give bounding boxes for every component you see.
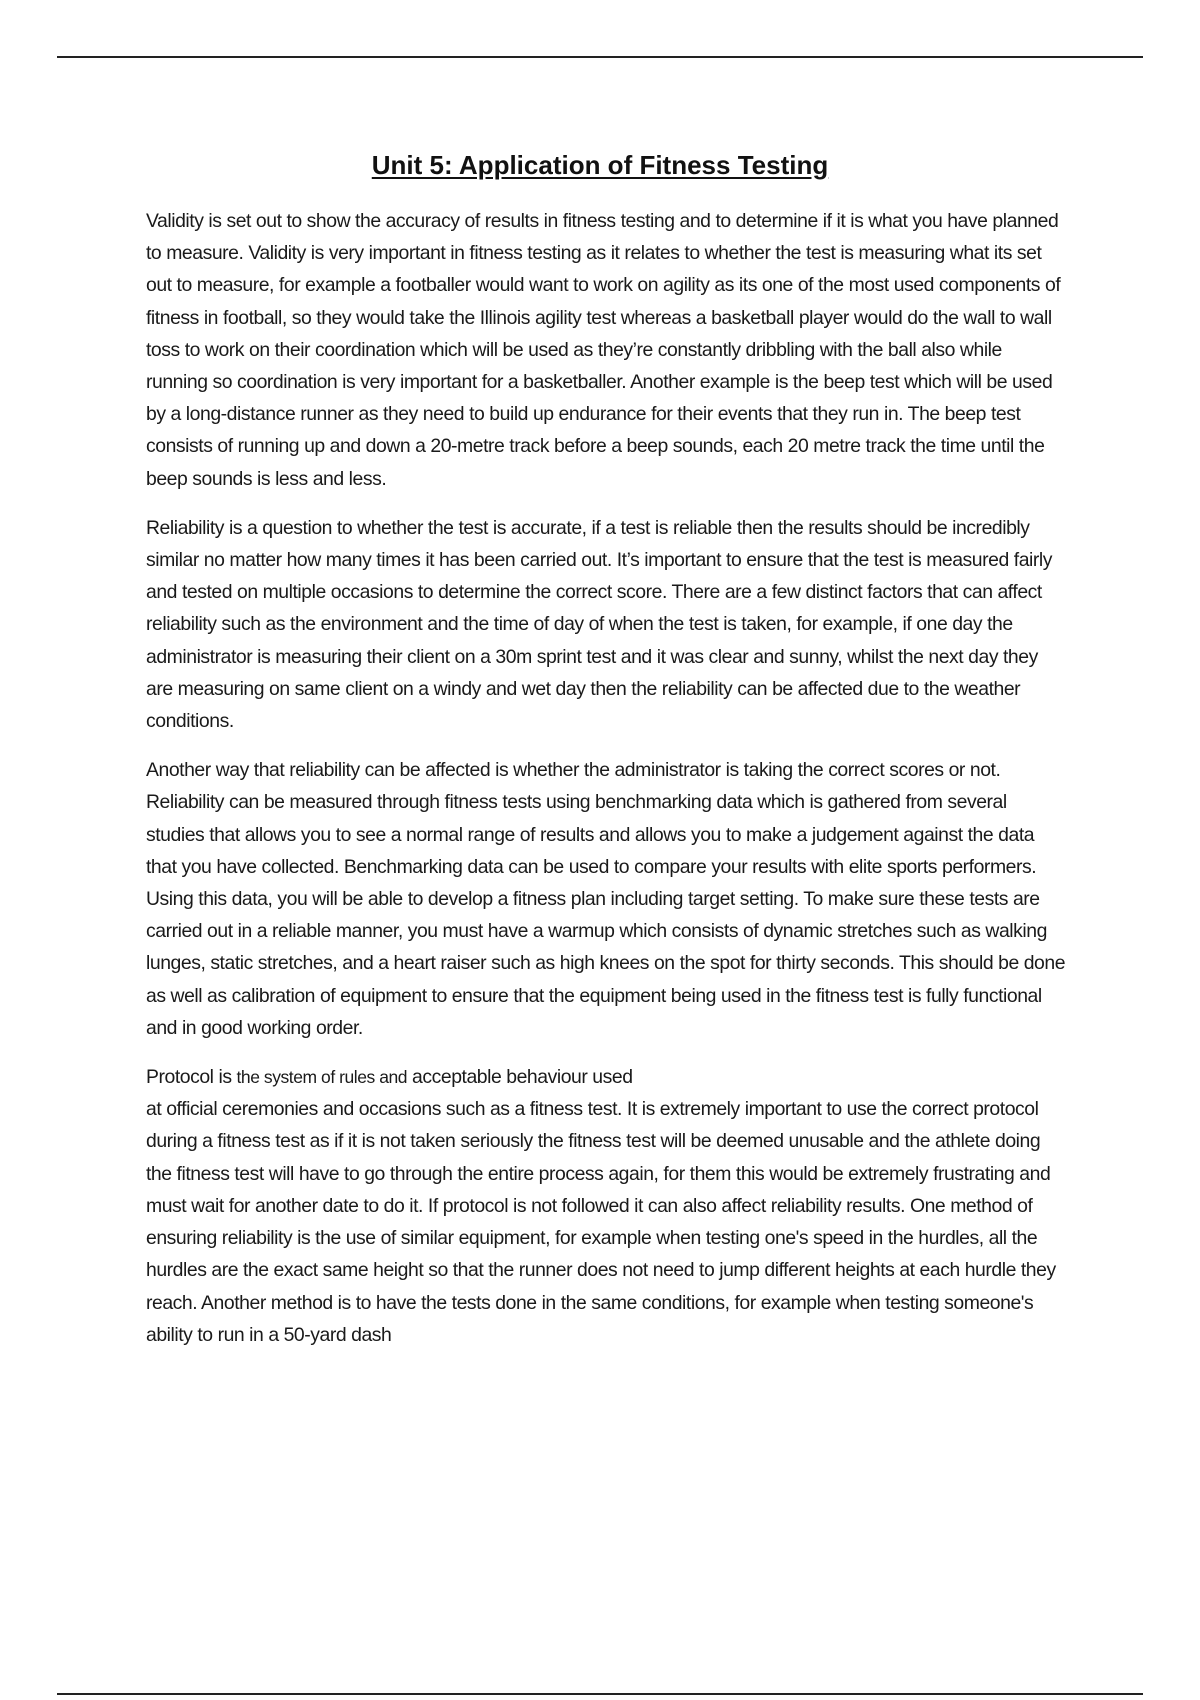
protocol-definition: the system of rules and bbox=[236, 1067, 408, 1088]
protocol-first-line bbox=[146, 1061, 1066, 1093]
paragraph-reliability-benchmarking: Another way that reliability can be affected is whether the administrator is taking the correct scores or not. Reliability can be measured through fitness tests using benchmarking data which is gathered from several studies that allows you to see a normal range of results and allows you to make a judgement against the data that you have collected. Benchmarking data can be used to compare your results with elite sports performers. Using this data, you will be able to develop a fitness plan including target setting. To make sure these tests are carried out in a reliable manner, you must have a warmup which consists of dynamic stretches such as walking lunges, static stretches, and a heart raiser such as high knees on the spot for thirty seconds. This should be done as well as calibration of equipment to ensure that the equipment being used in the fitness test is fully functional and in good working order. bbox=[146, 759, 1066, 1039]
protocol-body: at official ceremonies and occasions such as a fitness test. It is extremely important to use the correct protocol during a fitness test as if it is not taken seriously the fitness test will be deemed unusable and the athlete doing the fitness test will have to go through the entire process again, for them this would be extremely frustrating and must wait for another date to do it. If protocol is not followed it can also affect reliability results. One method of ensuring reliability is the use of similar equipment, for example when testing one's speed in the hurdles, all the hurdles are the exact same height so that the runner does not need to jump different heights at each hurdle they reach. Another method is to have the tests done in the same conditions, for example when testing someone's ability to run in a 50-yard dash bbox=[146, 1098, 1056, 1346]
page-title: Unit 5: Application of Fitness Testing bbox=[371, 150, 829, 180]
paragraph-protocol bbox=[146, 1061, 1066, 1351]
page-bottom-rule bbox=[57, 1693, 1143, 1695]
page-top-rule bbox=[57, 56, 1143, 58]
protocol-lead: Protocol is bbox=[146, 1066, 237, 1089]
paragraph-validity: Validity is set out to show the accuracy of results in fitness testing and to determine if it is what you have planned to measure. Validity is very important in fitness testing as it relates to whether the test is measuring what its set out to measure, for example a footballer would want to work on agility as its one of the most used components of fitness in football, so they would take the Illinois agility test whereas a basketball player would do the wall to wall toss to work on their coordination which will be used as they’re constantly dribbling with the ball also while running so coordination is very important for a basketballer. Another example is the beep test which will be used by a long-distance runner as they need to build up endurance for their events that they run in. The beep test consists of running up and down a 20-metre track before a beep sounds, each 20 metre track the time until the beep sounds is less and less. bbox=[146, 210, 1061, 490]
protocol-continuation: acceptable behaviour used bbox=[407, 1066, 633, 1089]
document-body bbox=[146, 205, 1066, 1368]
paragraph-reliability: Reliability is a question to whether the test is accurate, if a test is reliable then the results should be incredibly similar no matter how many times it has been carried out. It’s important to ensure that the test is measured fairly and tested on multiple occasions to determine the correct score. There are a few distinct factors that can affect reliability such as the environment and the time of day of when the test is taken, for example, if one day the administrator is measuring their client on a 30m sprint test and it was clear and sunny, whilst the next day they are measuring on same client on a windy and wet day then the reliability can be affected due to the weather conditions. bbox=[146, 516, 1052, 733]
